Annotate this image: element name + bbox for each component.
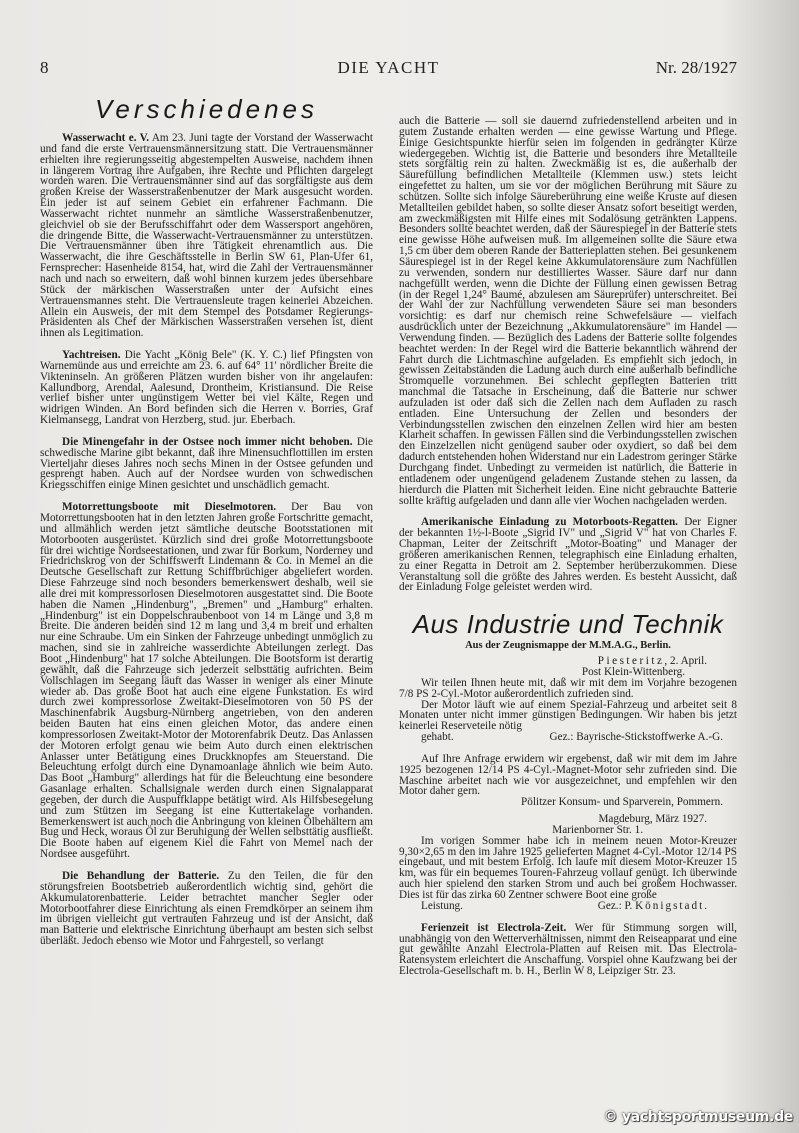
letter2-text: Auf Ihre Anfrage erwidern wir ergebenst, daß wir mit dem im Jahre 1925 bezogenen 12/14 PS 4-Cyl.-Magnet-Motor sehr zufrieden sind. Die Maschine arbeitet nach wie vor ausgezeichnet, und empfehlen wir den Motor daher gern.	[399, 752, 737, 798]
article-batterie-continued: auch die Batterie — soll sie dauernd zufriedenstellend arbeiten und in gutem Zustande erhalten werden — eine gewisse Wartung und Pflege. Einige Gesichtspunkte hierfür seien im folgenden in gedrängter Kürze wiedergegeben. Wichtig ist, die Batterie und besonders ihre Metallteile stets sorgfältig rein zu halten. Zweckmäßig ist es, die außerhalb der Säurefüllung befindlichen Metallteile (Klemmen usw.) stets leicht eingefettet zu halten, um sie vor der möglichen Berührung mit Säure zu schützen. Sollte sich infolge Säureberührung eine weiße Kruste auf diesen Metallteilen gebildet haben, so sollte dieser Ansatz sofort beseitigt werden, am zweckmäßigsten mit Hilfe eines mit Sodalösung getränkten Lappens. Besonders sollte beachtet werden, daß der Säurespiegel in der Batterie stets eine gewisse Höhe aufweisen muß. Im allgemeinen sollte die Säure etwa 1,5 cm über dem oberen Rande der Batterieplatten stehen. Bei gesunkenem Säurespiegel ist in der Regel keine Akkumulatorensäure zum Nachfüllen zu verwenden, sondern nur destilliertes Wasser. Säure darf nur dann nachgefüllt werden, wenn die Dichte der Füllung einen gewissen Betrag (in der Regel 1,24° Baumé, abzulesen am Säureprüfer) unterschreitet. Bei der Wahl der zur Nachfüllung verwendeten Säure sei man besonders vorsichtig: es darf nur chemisch reine Schwefelsäure — vielfach ausdrücklich unter der Bezeichnung „Akkumulatorensäure" im Handel — Verwendung finden. — Bezüglich des Ladens der Batterie sollte folgendes beachtet werden: In der Regel wird die Batterie bekanntlich während der Fahrt durch die Lichtmaschine aufgeladen. Es empfiehlt sich jedoch, in gewissen Zeitabständen die Ladung auch durch eine außerhalb befindliche Stromquelle vorzunehmen. Bei schlecht gepflegten Batterien tritt manchmal die Tatsache in Erscheinung, daß die Batterie nur schwer aufzuladen ist oder daß sich die Zellen nach dem Aufladen zu rasch entladen. Eine Untersuchung der Zellen und besonders der Verbindungsstellen zwischen den einzelnen Zellen wird hier am besten Klarheit schaffen. In gewissen Fällen sind die Verbindungsstellen zwischen den Einzelzellen nicht genügend sauber oder oxydiert, so daß bei dem dadurch entstehenden hohen Widerstand nur ein Ladestrom geringer Stärke Durchgang findet. Unbedingt zu vermeiden ist natürlich, die Batterie in entladenem oder ungenügend geladenem Zustande stehen zu lassen, da hierdurch die Platten mit Sicherheit leiden. Eine nicht gebrauchte Batterie sollte kräftig aufgeladen und dann alle vier Wochen nachgeladen werden.	[399, 115, 737, 507]
letter3-signature	[576, 901, 737, 912]
page-header	[40, 58, 737, 78]
article-heading: Die Minengefahr in der Ostsee noch immer nicht behoben.	[62, 435, 353, 448]
letter2-signature: Pölitzer Konsum- und Sparverein, Pommern.	[521, 796, 723, 809]
article-electrola	[399, 923, 737, 977]
letter1-date: , 2. April.	[664, 655, 707, 668]
letter1-place	[399, 656, 737, 667]
article-heading: Motorrettungsboote mit Dieselmotoren.	[62, 501, 277, 514]
letter1-p2-end: gehabt.	[421, 731, 454, 744]
section-title-industrie: Aus Industrie und Technik	[412, 609, 724, 640]
article-text: Am 23. Juni tagte der Vorstand der Wasserwacht und fand die erste Vertrauensmännersitzung statt. Die Vertrauensmänner erhielten ihre regierungsseitig abgestempelten Ausweise, nachdem ihnen in längerem Vortrag ihre Aufgaben, ihre Rechte und Pflichten dargelegt worden waren. Die Vertrauensmänner sind auf das sorgfältigste aus dem großen Kreise der Wasserstraßenbenutzer der Mark ausgesucht worden. Ein jeder ist auf seinem Gebiet ein erfahrener Fachmann. Die Wasserwacht richtet nunmehr an sämtliche Wasserstraßenbenutzer, gleichviel ob sie der Berufsschiffahrt oder dem Wassersport angehören, die dringende Bitte, die Wasserwacht-Vertrauensmänner zu unterstützen. Die Vertrauensmänner üben ihre Tätigkeit ehrenamtlich aus. Die Wasserwacht, die ihre Geschäftsstelle in Berlin SW 61, Plan-Ufer 61, Fernsprecher: Hasenheide 8154, hat, wird die Zahl der Vertrauensmänner nach und nach so erweitern, daß wohl binnen kurzem jedes übersehbare Stück der märkischen Wasserstraßen unter der Aufsicht eines Vertrauensmannes steht. Die Vertrauensleute tragen keinerlei Abzeichen. Allein ein Ausweis, der mit dem Stempel des Potsdamer Regierungs-Präsidenten als Chef der Märkischen Wasserstraßen versehen ist, dient ihnen als Legitimation.	[40, 132, 373, 340]
section-subheading: Aus der Zeugnismappe der M.M.A.G., Berlin.	[465, 640, 671, 652]
letter3-place-date: Magdeburg, März 1927.	[598, 813, 707, 826]
article-batterie	[40, 871, 373, 947]
article-text: Die schwedische Marine gibt bekannt, daß ihre Minensuchflottillen im ersten Vierteljahr dieses Jahres noch sechs Minen in der Ostsee gefunden und gesprengt haben. Auch auf der Nordsee wurden von schwedischen Kriegsschiffen einige Minen gesichtet und unschädlich gemacht.	[40, 435, 374, 492]
letter1-signature-line	[399, 732, 737, 743]
article-text: Der Bau von Motorrettungsbooten hat in den letzten Jahren große Fortschritte gemacht, und allmählich werden jetzt sämtliche deutsche Bootsstationen mit Motorbooten ausgerüstet. Kürzlich sind drei große Motorrettungsboote für drei wichtige Nordseestationen, und zwar für Borkum, Norderney und Friedrichskrog von der Schiffswerft Lindemann & Co. in Memel an die Deutsche Gesellschaft zur Rettung Schiffbrüchiger abgeliefert worden. Diese Fahrzeuge sind noch besonders bemerkenswert deshalb, weil sie alle drei mit kompressorlosen Dieselmotoren ausgestattet sind. Die Boote haben die Namen „Hindenburg", „Bremen" und „Hamburg" erhalten. „Hindenburg" ist ein Doppelschraubenboot von 14 m Länge und 3,8 m Breite. Die anderen beiden sind 12 m lang und 3,4 m breit und erhalten nur eine Schraube. Um ein Sinken der Fahrzeuge unbedingt unmöglich zu machen, sind sie in zahlreiche wasserdichte Abteilungen zerlegt. Das Boot „Hindenburg" hat 17 solche Abteilungen. Die Bootsform ist derartig gewählt, daß die Fahrzeuge sich jederzeit selbsttätig aufrichten. Beim Vollschlagen im Seegang läuft das Wasser in weniger als einer Minute wieder ab. Das große Boot hat auch eine eigene Funkstation. Es wird durch zwei kompressorlose Zweitakt-Dieselmotoren von 50 PS der Maschinenfabrik Augsburg-Nürnberg angetrieben, von den anderen beiden Bauten hat eins einen gleichen Motor, das andere einen kompressorlosen Zweitakt-Motor der Motorenfabrik Deutz. Das Anlassen der Motoren erfolgt genau wie beim Auto durch einen elektrischen Anlasser unter Betätigung eines Druckknopfes am Steuerstand. Die Beleuchtung erfolgt durch eine Dynamoanlage ähnlich wie beim Auto. Das Boot „Hamburg" allerdings hat für die Beleuchtung eine besondere Gasanlage erhalten. Schallsignale werden durch einen Signalapparat gegeben, der durch die Auspuffklappe betätigt wird. Als Hilfsbesegelung und zum Stützen im Seegang ist eine Kuttertakelage vorhanden. Bemerkenswert ist auch noch die Anbringung von kleinen Ölbehältern am Bug und Heck, woraus Öl zur Beruhigung der Wellen selbsttätig ausfließt. Die Boote haben auf eigenem Kiel die Fahrt von Memel nach der Nordsee ausgeführt.	[40, 501, 373, 861]
letter3-signature-line	[399, 901, 737, 912]
letter3-signature-name: Königstadt.	[635, 899, 709, 912]
left-column	[40, 94, 373, 947]
letter1-p2: Der Motor läuft wie auf einem Spezial-Fahrzeug und arbeitet seit 8 Monaten unter nicht immer günstigen Bedingungen. Wir haben bis jetzt keinerlei Reserveteile nötig	[399, 698, 737, 733]
article-motorrettungsboote	[40, 502, 373, 860]
article-heading: Amerikanische Einladung zu Motorboots-Regatten.	[421, 516, 678, 529]
letter1-post: Post Klein-Wittenberg.	[581, 665, 685, 678]
article-heading: Ferienzeit ist Electrola-Zeit.	[421, 921, 567, 934]
article-text: Zu den Teilen, die für den störungsfreien Bootsbetrieb außerordentlich wichtig sind, gehört die Akkumulatorenbatterie. Leider betrachtet mancher Segler oder Motorbootfahrer diese Einrichtung als einen Fremdkörper an seinem ihm im übrigen vielleicht gut vertrauten Fahrzeug und ist der Ansicht, daß man Batterie und elektrische Einrichtung überhaupt am besten sich selbst überläßt. Jedoch ebenso wie Motor und Fahrgestell, so verlangt	[40, 870, 373, 948]
letter3-text-end: Leistung.	[421, 899, 463, 912]
article-heading: Die Behandlung der Batterie.	[62, 870, 220, 882]
page-number: 8	[40, 58, 49, 77]
letter1-place-name: Piesteritz	[597, 655, 665, 668]
article-regatta	[399, 517, 737, 593]
article-minengefahr	[40, 437, 373, 491]
article-heading: Yachtreisen.	[62, 349, 121, 362]
article-text: Der Eigner der bekannten 1½-l-Boote „Sigrid IV" und „Sigrid V" hat von Charles F. Chapman, Leiter der Zeitschrift „Motor-Boating" und Manager der größeren amerikanischen Rennen, telegraphisch eine Einladung erhalten, zu einer Regatta in Detroit am 2. September herüberzukommen. Diese Veranstaltung soll die größte des Jahres werden. Es besteht Aussicht, daß der Einladung Folge geleistet werden wird.	[399, 516, 737, 594]
letter1-signature: Gez.: Bayrische-Stickstoffwerke A.-G.	[549, 731, 723, 744]
letter3-text: Im vorigen Sommer habe ich in meinem neuen Motor-Kreuzer 9,30×2,65 m den im Jahre 1925 gelieferten Magnet 4-Cyl.-Motor 12/14 PS eingebaut, und mit bestem Erfolg. Ich laufe mit diesem Motor-Kreuzer 15 km, was für ein bequemes Touren-Fahrzeug vollauf genügt. Ich überwinde auch hier spielend den starken Strom und auch bei großem Hochwasser. Dies ist für das zirka 60 Zentner schwere Boot eine große	[399, 834, 737, 901]
article-text: Die Yacht „König Bele" (K. Y. C.) lief Pfingsten von Warnemünde aus und erreichte am 23. 6. auf 64° 11′ nördlicher Breite die Vikteninseln. An größeren Plätzen wurden bisher von ihr angelaufen: Kallundborg, Arendal, Aalesund, Drontheim, Kristiansund. Die Reise verlief bisher unter ungünstigem Wetter bei viel Kälte, Regen und widrigen Winden. An Bord befinden sich die Herren v. Borries, Graf Kielmansegg, Landrat von Herzberg, stud. jur. Eberbach.	[40, 349, 373, 427]
letter3-street: Marienborner Str. 1.	[552, 823, 643, 836]
article-wasserwacht	[40, 133, 373, 339]
article-heading: Wasserwacht e. V.	[62, 132, 150, 144]
watermark: © yachtsportmuseum.de	[603, 1109, 793, 1125]
issue-number: Nr. 28/1927	[655, 58, 737, 77]
right-column	[399, 116, 737, 977]
article-yachtreisen	[40, 350, 373, 426]
letter1-p1: Wir teilen Ihnen heute mit, daß wir mit dem im Vorjahre bezogenen 7/8 PS 2-Cyl.-Motor außerordentlich zufrieden sind.	[399, 676, 737, 700]
article-text: Wer für Stimmung sorgen will, unabhängig von den Wetterverhältnissen, nimmt den Reiseapparat und eine gut gewählte Anzahl Electrola-Platten auf Reisen mit. Das Electrola-Ratensystem erleichtert die Anschaffung. Vorspiel ohne Kaufzwang bei der Electrola-Gesellschaft m. b. H., Berlin W 8, Leipziger Str. 23.	[399, 921, 737, 978]
section-title-verschiedenes: Verschiedenes	[94, 94, 319, 124]
magazine-title: DIE YACHT	[337, 58, 440, 77]
letter3-signature-prefix: Gez.: P.	[597, 899, 636, 912]
